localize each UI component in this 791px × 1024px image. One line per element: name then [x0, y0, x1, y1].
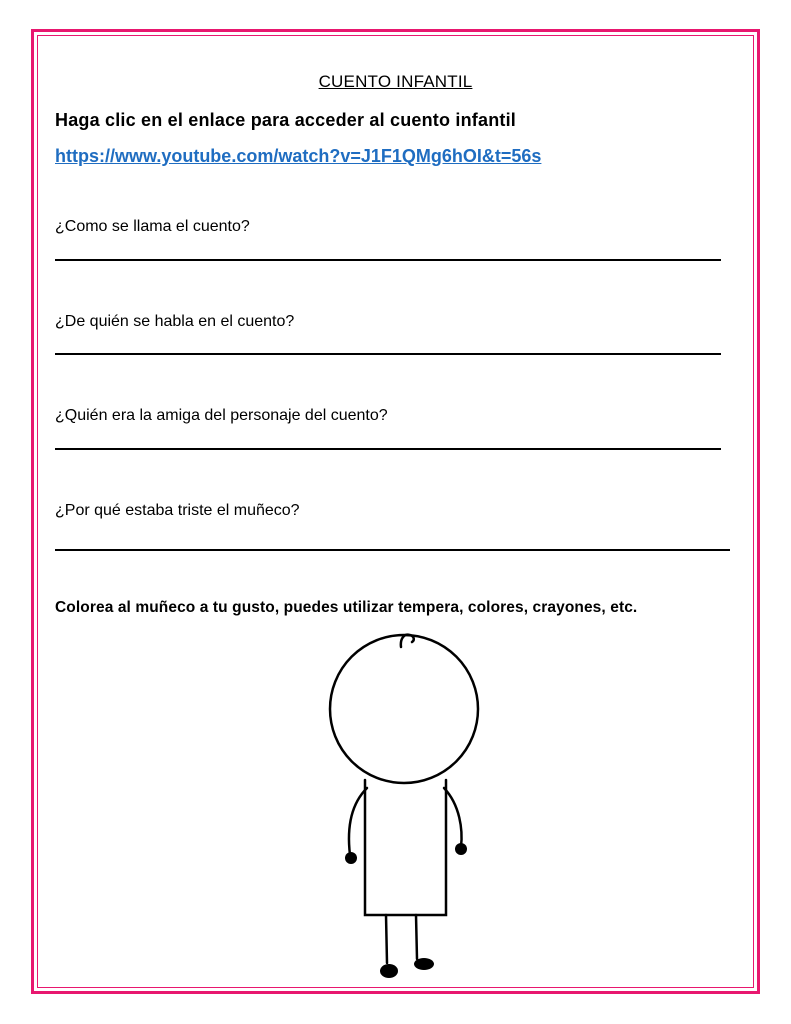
doll-head: [330, 635, 478, 783]
worksheet-title: CUENTO INFANTIL: [318, 72, 473, 91]
doll-body: [365, 780, 446, 915]
answer-line-4[interactable]: [55, 549, 730, 551]
question-2: ¿De quién se habla en el cuento?: [55, 313, 295, 330]
instruction-text: Haga clic en el enlace para acceder al cuento infantil: [55, 110, 516, 130]
doll-drawing: [320, 625, 490, 985]
doll-right-foot: [414, 958, 434, 970]
question-4: ¿Por qué estaba triste el muñeco?: [55, 502, 300, 519]
coloring-instruction: Colorea al muñeco a tu gusto, puedes utilizar tempera, colores, crayones, etc.: [55, 599, 638, 616]
doll-right-hand: [455, 843, 467, 855]
doll-right-leg: [416, 915, 417, 959]
question-1: ¿Como se llama el cuento?: [55, 218, 250, 235]
answer-line-1[interactable]: [55, 259, 721, 261]
question-3: ¿Quién era la amiga del personaje del cuento?: [55, 407, 388, 424]
answer-line-2[interactable]: [55, 353, 721, 355]
doll-left-foot: [380, 964, 398, 978]
doll-left-hand: [345, 852, 357, 864]
story-video-link[interactable]: https://www.youtube.com/watch?v=J1F1QMg6hOI&t=56s: [55, 146, 542, 166]
doll-left-leg: [386, 915, 387, 963]
answer-line-3[interactable]: [55, 448, 721, 450]
